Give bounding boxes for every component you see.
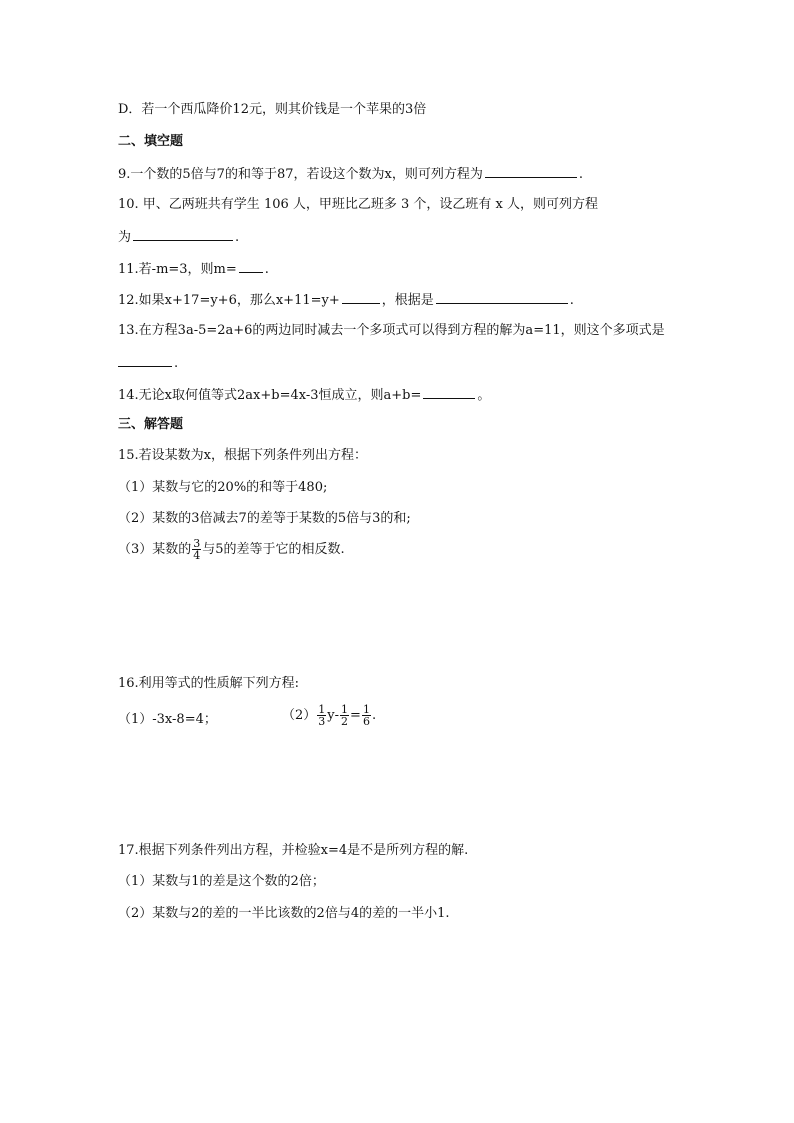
answer-blank[interactable]: [436, 291, 568, 304]
period: .: [235, 230, 240, 245]
question-10-line2: [118, 228, 239, 246]
question-15-part-3-text-b: 与5的差等于它的相反数.: [202, 542, 345, 557]
question-12-text-b: ，根据是: [381, 293, 434, 308]
question-12: [118, 291, 574, 309]
question-9-text: 9.一个数的5倍与7的和等于87，若设这个数为x，则可列方程为: [118, 167, 483, 182]
question-10-text: 为: [118, 230, 132, 245]
question-10-line1: 10. 甲、乙两班共有学生 106 人，甲班比乙班多 3 个，设乙班有 x 人，则可列方程: [118, 197, 599, 212]
option-d: D．若一个西瓜降价12元，则其价钱是一个苹果的3倍: [118, 102, 427, 117]
question-13-line2: [118, 354, 178, 372]
question-17: 17.根据下列条件列出方程，并检验x=4是不是所列方程的解.: [118, 843, 469, 858]
question-15-part-3: [118, 538, 345, 561]
fraction: $\frac{1}{3}$: [318, 703, 326, 728]
question-17-part-2: （2）某数与2的差的一半比该数的2倍与4的差的一半小1.: [118, 906, 450, 921]
question-16-parts: [118, 704, 418, 734]
question-9: [118, 165, 583, 183]
answer-blank[interactable]: [485, 165, 577, 178]
answer-blank[interactable]: [342, 291, 380, 304]
question-15-part-1: （1）某数与它的20%的和等于480;: [118, 480, 328, 495]
period: .: [578, 167, 583, 182]
fraction: $\frac{1}{6}$: [362, 703, 370, 728]
question-14-text: 14.无论x取何值等式2ax+b=4x-3恒成立，则a+b=: [118, 388, 422, 403]
question-14: [118, 386, 490, 404]
question-16-part-1: （1）-3x-8=4；: [118, 712, 217, 727]
question-15-part-2: （2）某数的3倍减去7的差等于某数的5倍与3的和;: [118, 511, 411, 526]
question-17-part-1: （1）某数与1的差是这个数的2倍；: [118, 874, 325, 889]
fraction: $\frac{1}{2}$: [341, 703, 349, 728]
question-11: [118, 260, 269, 278]
period: .: [264, 262, 269, 277]
question-11-text: 11.若-m=3，则m=: [118, 262, 237, 277]
period: .: [174, 356, 179, 371]
section-solve-title: 三、解答题: [118, 417, 184, 432]
answer-blank[interactable]: [118, 354, 172, 367]
question-13-line1: 13.在方程3a-5=2a+6的两边同时减去一个多项式可以得到方程的解为a=11，则这个多项式是: [118, 323, 665, 338]
question-12-text: 12.如果x+17=y+6，那么x+11=y+: [118, 293, 340, 308]
period: .: [569, 293, 574, 308]
answer-blank[interactable]: [133, 228, 233, 241]
answer-blank[interactable]: [239, 260, 263, 273]
answer-blank[interactable]: [423, 386, 475, 399]
question-16: 16.利用等式的性质解下列方程:: [118, 676, 300, 691]
question-15: 15.若设某数为x，根据下列条件列出方程：: [118, 448, 368, 463]
fraction: $\frac{3}{4}$: [193, 537, 201, 562]
period: 。: [477, 388, 491, 403]
question-16-part-2: （2） $\frac{1}{3}$ y- $\frac{1}{2}$ = $\frac{1}{6}$ .: [282, 703, 377, 728]
section-fill-blank-title: 二、填空题: [118, 134, 184, 149]
question-15-part-3-text: （3）某数的: [118, 542, 192, 557]
